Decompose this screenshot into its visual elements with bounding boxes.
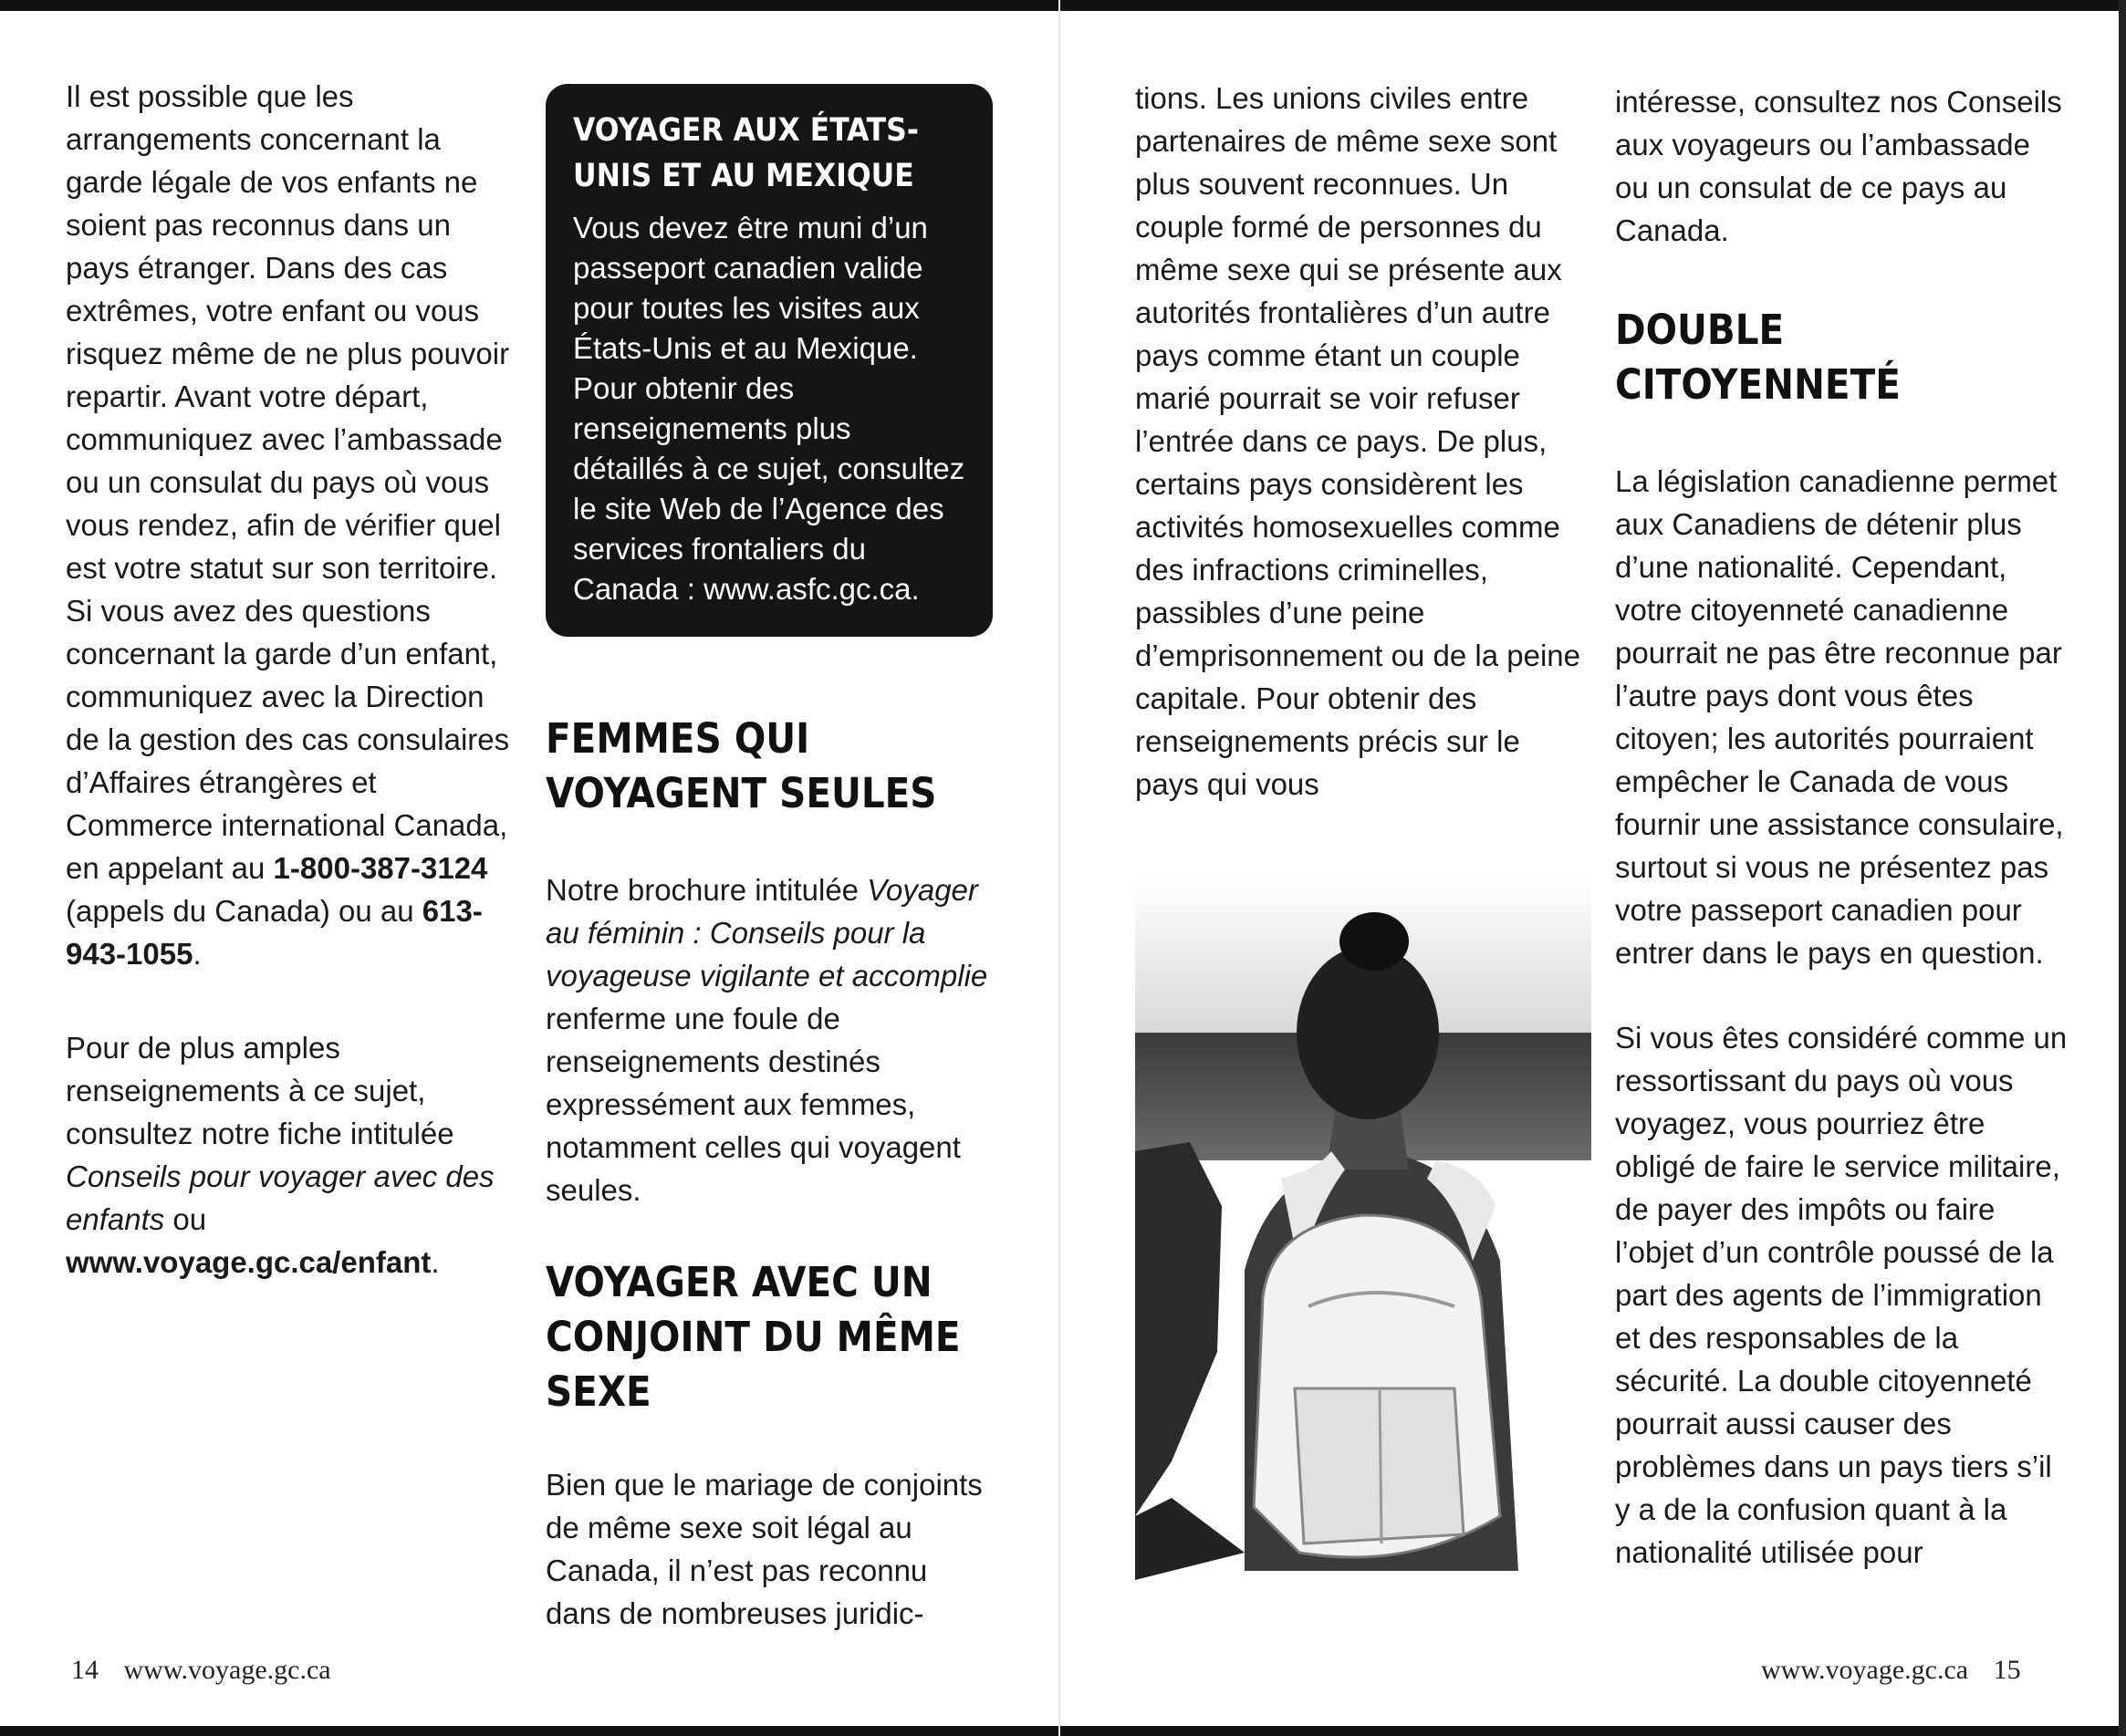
scan-edge-right [2119, 0, 2126, 1736]
footer-left [71, 1655, 331, 1686]
women-paragraph [546, 868, 993, 1211]
period: . [431, 1245, 440, 1279]
spacer [546, 1211, 993, 1255]
right-page-column-4 [1615, 80, 2071, 1574]
woman-with-backpack-photo [1135, 878, 1591, 1580]
custody-paragraph [66, 75, 522, 975]
left-page-column-2 [546, 84, 993, 1635]
photo-illustration [1135, 878, 1591, 1580]
callout-title: VOYAGER AUX ÉTATS-UNIS ET AU MEXIQUE [573, 112, 919, 194]
scan-edge-bottom [0, 1726, 2126, 1736]
women-text-cont: renferme une foule de renseignements destinés expressément aux femmes, notamment celles qui voyagent seules. [546, 1002, 961, 1207]
spacer [546, 637, 993, 712]
children-guide-link[interactable]: www.voyage.gc.ca/enfant [66, 1245, 432, 1279]
scan-edge-top [0, 0, 2126, 11]
footer-url-left[interactable]: www.voyage.gc.ca [123, 1655, 331, 1685]
page-fold [1058, 0, 1060, 1736]
heading-dual-citizenship: DOUBLE CITOYENNETÉ [1615, 306, 1901, 409]
footer-url-right[interactable]: www.voyage.gc.ca [1761, 1655, 1969, 1685]
phone-number-canada: 1-800-387-3124 [273, 851, 488, 885]
dual-citizenship-paragraph-1: La législation canadienne permet aux Canadiens de détenir plus d’une nationalité. Cependant, votre citoyenneté canadienne pourrait ne pas être reconnue par l’autre pays dont vous êtes citoyen; les autorités pourraient empêcher le Canada de vous fournir une assistance consulaire, surtout si vous ne présentez pas votre passeport canadien pour entrer dans le pays en question. [1615, 464, 2064, 970]
women-text: Notre brochure intitulée [546, 873, 860, 907]
children-guide-title: Conseils pour voyager avec des enfants [66, 1159, 495, 1236]
same-sex-paragraph-cont: tions. Les unions civiles entre partenaires de même sexe sont plus souvent reconnues. Un couple formé de personnes du même sexe qui se présente aux autorités frontalières d’un autre pays comme étant un couple marié pourrait se voir refuser l’entrée dans ce pays. De plus, certains pays considèrent les activités homosexuelles comme des infractions criminelles, passibles d’une peine d’emprisonnement ou de la peine capitale. Pour obtenir des renseignements précis sur le pays qui vous [1135, 81, 1580, 801]
custody-text-cont: (appels du Canada) ou au [66, 894, 414, 928]
heading-women-travel-alone: FEMMES QUI VOYAGENT SEULES [546, 714, 937, 817]
more-info-paragraph [66, 1026, 522, 1284]
same-sex-paragraph: Bien que le mariage de conjoints de même sexe soit légal au Canada, il n’est pas reconnu dans de nombreuses juridic- [546, 1468, 983, 1630]
spacer [1615, 974, 2071, 1016]
more-info-text: Pour de plus amples renseignements à ce sujet, consultez notre fiche intitulée [66, 1031, 454, 1150]
advisory-paragraph: intéresse, consultez nos Conseils aux voyageurs ou l’ambassade ou un consulat de ce pays au Canada. [1615, 85, 2062, 247]
page-number-left: 14 [71, 1655, 99, 1685]
us-mexico-callout [546, 84, 993, 637]
women-brochure-title: Voyager au féminin : Conseils pour la voyageuse vigilante et accomplie [546, 873, 988, 993]
heading-same-sex-partner: VOYAGER AVEC UN CONJOINT DU MÊME SEXE [546, 1258, 961, 1416]
spacer [1615, 252, 2071, 303]
page-number-right: 15 [1993, 1655, 2021, 1685]
spacer [1615, 412, 2071, 460]
dual-citizenship-paragraph-2: Si vous êtes considéré comme un ressortissant du pays où vous voyagez, vous pourriez être obligé de faire le service militaire, de payer des impôts ou faire l’objet d’un contrôle poussé de la part des agents de l’immigration et des responsables de la sécurité. La double citoyenneté pourrait aussi causer des problèmes dans un pays tiers s’il y a de la confusion quant à la nationalité utilisée pour [1615, 1021, 2068, 1569]
phone-number-local: 613-943-1055 [66, 894, 483, 971]
spacer [66, 975, 522, 1026]
custody-text: Il est possible que les arrangements concernant la garde légale de vos enfants ne soient pas reconnus dans un pays étranger. Dans des cas extrêmes, votre enfant ou vous risquez même de ne plus pouvoir repartir. Avant votre départ, communiquez avec l’ambassade ou un consulat du pays où vous vous rendez, afin de vérifier quel est votre statut sur son territoire. Si vous avez des questions concernant la garde d’un enfant, communiquez avec la Direction de la gestion des cas consulaires d’Affaires étrangères et Commerce international Canada, en appelant au [66, 79, 510, 885]
callout-text: Vous devez être muni d’un passeport canadien valide pour toutes les visites aux États-Unis et au Mexique. Pour obtenir des renseignements plus détaillés à ce sujet, consultez le site Web de l’Agence des services frontaliers du Canada : www.asfc.gc.ca. [573, 211, 965, 606]
right-page-column-3 [1135, 77, 1591, 806]
period: . [193, 937, 202, 971]
left-page-column-1 [66, 75, 522, 1284]
spacer [546, 821, 993, 868]
footer-right [1761, 1655, 2021, 1686]
more-info-or: ou [172, 1202, 207, 1236]
spacer [546, 1419, 993, 1463]
